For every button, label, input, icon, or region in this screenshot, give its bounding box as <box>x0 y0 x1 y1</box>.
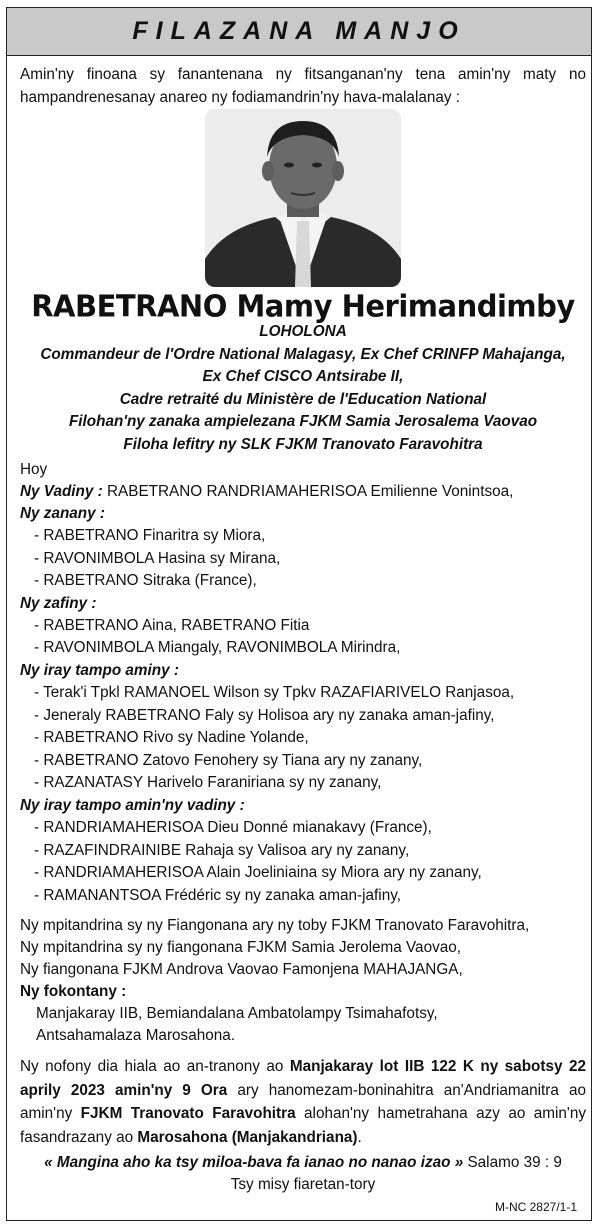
list-item: - RABETRANO Zatovo Fenohery sy Tiana ary ny zanany, <box>34 750 586 773</box>
list-item: - RAZAFINDRAINIBE Rahaja sy Valisoa ary ny zanany, <box>34 840 586 863</box>
hoy-text: Hoy <box>20 461 48 478</box>
spouse-label: Ny Vadiny : <box>20 483 103 500</box>
spouse-value: RABETRANO RANDRIAMAHERISOA Emilienne Vonintsoa, <box>107 483 514 500</box>
title-line: Ex Chef CISCO Antsirabe II, <box>202 368 404 385</box>
children-label: Ny zanany : <box>20 505 106 522</box>
siblings-label: Ny iray tampo aminy : <box>20 661 179 679</box>
title-line: Cadre retraité du Ministère de l'Education National <box>119 390 487 408</box>
list-item: - RAZANATASY Harivelo Faraniriana sy ny zanany, <box>34 772 586 795</box>
fokontany-line: Manjakaray IIB, Bemiandalana Ambatolampy Tsimahafotsy, <box>36 1005 438 1023</box>
church-line: Ny mpitandrina sy ny fiangonana FJKM Samia Jerolema Vaovao, <box>20 939 461 957</box>
quote-reference: Salamo 39 : 9 <box>463 1154 562 1172</box>
children-list <box>20 525 586 593</box>
portrait-photo <box>205 109 401 287</box>
funeral-text: . <box>357 1128 362 1146</box>
spouse-siblings-list <box>20 817 586 907</box>
spouse-siblings-label: Ny iray tampo amin'ny vadiny : <box>20 796 245 814</box>
family-section <box>20 459 586 1196</box>
list-item: - RABETRANO Sitraka (France), <box>34 570 586 593</box>
list-item: - RANDRIAMAHERISOA Alain Joeliniaina sy Miora ary ny zanany, <box>34 862 586 885</box>
list-item: - RAMANANTSOA Frédéric sy ny zanaka aman-jafiny, <box>34 885 586 908</box>
funeral-burial-place: Marosahona (Manjakandriana) <box>137 1128 358 1146</box>
grandchildren-label: Ny zafiny : <box>20 594 97 612</box>
notice-reference-code: M-NC 2827/1-1 <box>494 1200 577 1214</box>
siblings-list <box>20 682 586 795</box>
title-line: Filohan'ny zanaka ampielezana FJKM Samia Jerosalema Vaovao <box>68 413 538 430</box>
list-item: - RABETRANO Finaritra sy Miora, <box>34 525 586 548</box>
fokontany-line: Antsahamalaza Marosahona. <box>36 1027 235 1045</box>
deceased-titles <box>20 321 586 456</box>
church-line: Ny fiangonana FJKM Androva Vaovao Famonjena MAHAJANGA, <box>20 961 463 979</box>
list-item: - RANDRIAMAHERISOA Dieu Donné mianakavy (France), <box>34 817 586 840</box>
list-item: - RAVONIMBOLA Miangaly, RAVONIMBOLA Mirindra, <box>34 637 586 660</box>
funeral-place-date: Manjakaray lot IIB 122 K ny sabotsy 22 aprily 2023 amin'ny 9 Ora <box>20 1058 586 1099</box>
list-item: - Jeneraly RABETRANO Faly sy Holisoa ary ny zanaka aman-jafiny, <box>34 705 586 728</box>
notice-header <box>6 7 592 56</box>
funeral-paragraph <box>20 1055 586 1149</box>
intro-text: Amin'ny finoana sy fanantenana ny fitsanganan'ny tena amin'ny maty no hampandrenesanay anareo ny fodiamandrin'ny hava-malalanay : <box>20 66 586 106</box>
funeral-text: ary hanomezam-boninahitra an'Andriamanitra ao amin'ny <box>20 1081 587 1123</box>
closing-line: Tsy misy fiaretan-tory <box>230 1176 376 1194</box>
bible-quote <box>20 1152 586 1174</box>
quote-text: « Mangina aho ka tsy miloa-bava fa ianao no nanao izao » <box>44 1154 464 1172</box>
notice-title: FILAZANA MANJO <box>132 17 466 45</box>
list-item: - Terak'i Tpkl RAMANOEL Wilson sy Tpkv RAZAFIARIVELO Ranjasoa, <box>34 682 586 705</box>
spouse-line <box>20 481 586 503</box>
title-line: Commandeur de l'Ordre National Malagasy, Ex Chef CRINFP Mahajanga, <box>40 345 566 363</box>
fokontany-label: Ny fokontany : <box>20 983 127 1001</box>
funeral-text: alohan'ny hametrahana azy ao amin'ny fasandrazany ao <box>20 1105 586 1146</box>
list-item: - RAVONIMBOLA Hasina sy Mirana, <box>34 548 586 571</box>
grandchildren-list <box>20 615 586 660</box>
church-line: Ny mpitandrina sy ny Fiangonana ary ny toby FJKM Tranovato Faravohitra, <box>20 917 530 935</box>
title-line: LOHOLONA <box>259 323 347 340</box>
notice-body <box>20 61 586 1196</box>
deceased-name: RABETRANO Mamy Herimandimby <box>31 288 575 324</box>
funeral-text: Ny nofony dia hiala ao an-tranony ao <box>20 1058 290 1076</box>
title-line: Filoha lefitry ny SLK FJKM Tranovato Faravohitra <box>123 435 483 453</box>
list-item: - RABETRANO Aina, RABETRANO Fitia <box>34 615 586 638</box>
list-item: - RABETRANO Rivo sy Nadine Yolande, <box>34 727 586 750</box>
portrait-image <box>205 109 401 287</box>
funeral-church: FJKM Tranovato Faravohitra <box>80 1105 296 1123</box>
